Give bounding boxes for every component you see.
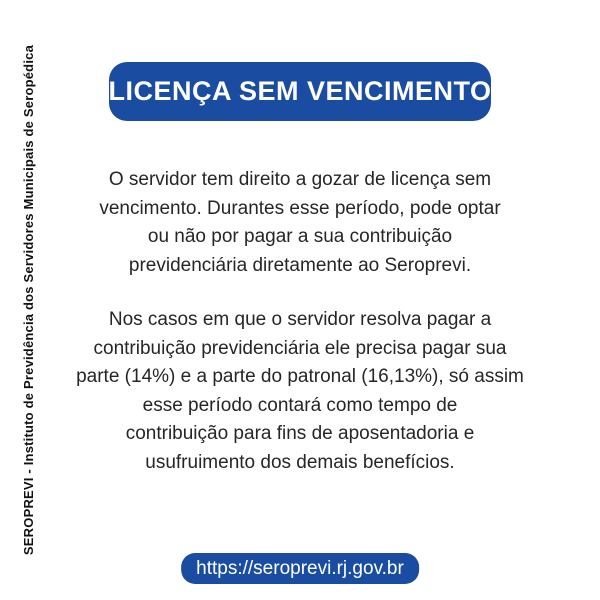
text-line: vencimento. Durantes esse período, pode optar	[99, 197, 501, 219]
text-line: usufruimento dos demais benefícios.	[145, 451, 455, 473]
website-url-badge[interactable]	[181, 553, 419, 584]
org-name-vertical-label: SEROPREVI - Instituto de Previdência dos Servidores Municipais de Seropédica	[20, 44, 36, 556]
title-badge	[109, 62, 491, 121]
text-line: Nos casos em que o servidor resolva pagar a	[108, 309, 492, 330]
text-line: O servidor tem direito a gozar de licença sem	[108, 169, 492, 190]
website-url: https://seroprevi.rj.gov.br	[196, 557, 404, 579]
text-line: contribuição previdenciária ele precisa pagar sua	[93, 337, 507, 359]
text-line: previdenciária diretamente ao Seroprevi.	[128, 254, 472, 276]
body-text	[0, 166, 600, 477]
paragraph-1	[0, 166, 600, 280]
text-line: parte (14%) e a parte do patronal (16,13%), só assim	[76, 366, 524, 387]
paragraph-2	[0, 306, 600, 477]
text-line: esse período contará como tempo de	[142, 394, 458, 416]
text-line: contribuição para fins de aposentadoria e	[125, 423, 475, 444]
page-title: LICENÇA SEM VENCIMENTO	[108, 76, 492, 106]
text-line: ou não por pagar a sua contribuição	[147, 226, 453, 247]
